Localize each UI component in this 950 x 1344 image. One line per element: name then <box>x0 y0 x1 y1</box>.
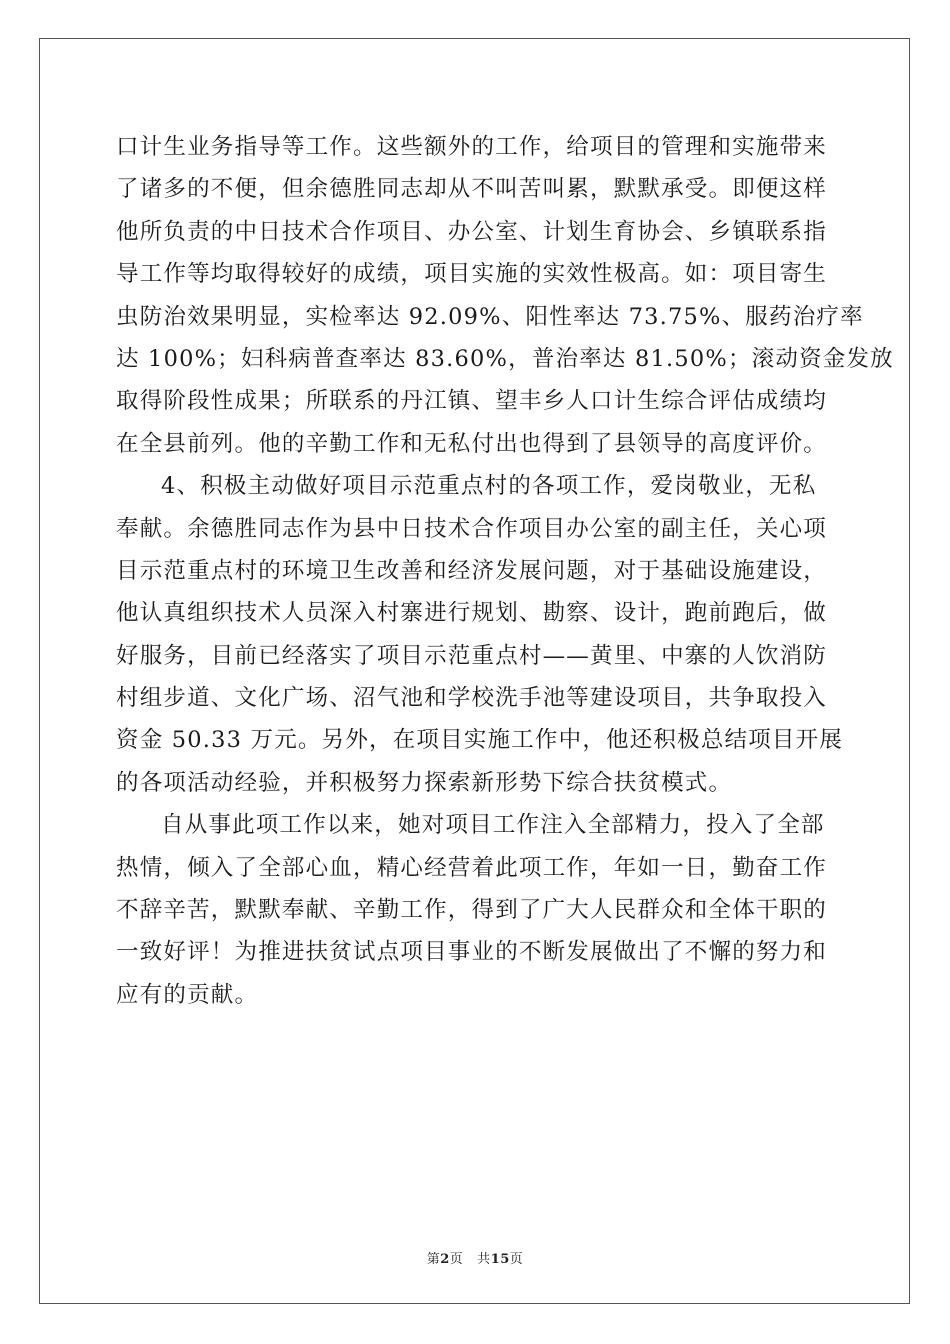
text-line: 奉献。余德胜同志作为县中日技术合作项目办公室的副主任，关心项 <box>116 515 828 542</box>
text-line: 自从事此项工作以来，她对项目工作注入全部精力，投入了全部 <box>161 812 825 839</box>
page-footer <box>0 1248 950 1267</box>
text-line: 4、积极主动做好项目示范重点村的各项工作，爱岗敬业，无私 <box>161 473 817 500</box>
page-suffix: 页 <box>449 1252 464 1267</box>
total-pages: 15 <box>490 1252 510 1267</box>
text-line: 在全县前列。他的辛勤工作和无私付出也得到了县领导的高度评价。 <box>116 430 828 457</box>
text-line: 口计生业务指导等工作。这些额外的工作，给项目的管理和实施带来 <box>116 134 828 160</box>
text-line: 资金 50.33 万元。另外，在项目实施工作中，他还积极总结项目开展 <box>116 727 844 754</box>
text-line: 取得阶段性成果；所联系的丹江镇、望丰乡人口计生综合评估成绩均 <box>116 388 828 415</box>
text-line: 不辞辛苦，默默奉献、辛勤工作，得到了广大人民群众和全体干职的 <box>116 897 828 924</box>
text-line: 他所负责的中日技术合作项目、办公室、计划生育协会、乡镇联系指 <box>116 218 828 245</box>
text-line: 村组步道、文化广场、沼气池和学校洗手池等建设项目，共争取投入 <box>116 685 828 712</box>
total-suffix: 页 <box>509 1252 524 1267</box>
text-line: 好服务，目前已经落实了项目示范重点村——黄里、中寨的人饮消防 <box>116 642 828 669</box>
text-line: 目示范重点村的环境卫生改善和经济发展问题，对于基础设施建设， <box>116 557 828 584</box>
text-line: 热情，倾入了全部心血，精心经营着此项工作，年如一日，勤奋工作 <box>116 854 828 881</box>
text-line: 的各项活动经验，并积极努力探索新形势下综合扶贫模式。 <box>116 769 733 796</box>
document-body <box>116 126 894 1016</box>
page-number: 2 <box>440 1252 450 1267</box>
total-prefix: 共 <box>477 1252 491 1267</box>
text-line: 他认真组织技术人员深入村寨进行规划、勘察、设计，跑前跑后，做 <box>116 600 828 627</box>
text-line: 达 100%；妇科病普查率达 83.60%，普治率达 81.50%；滚动资金发放 <box>116 345 894 372</box>
text-line: 虫防治效果明显，实检率达 92.09%、阳性率达 73.75%、服药治疗率 <box>116 303 864 330</box>
text-line: 应有的贡献。 <box>116 981 259 1008</box>
text-line: 导工作等均取得较好的成绩，项目实施的实效性极高。如：项目寄生 <box>116 261 828 288</box>
page-prefix: 第 <box>426 1252 441 1267</box>
text-line: 一致好评！为推进扶贫试点项目事业的不断发展做出了不懈的努力和 <box>116 939 828 966</box>
text-line: 了诸多的不便，但余德胜同志却从不叫苦叫累，默默承受。即便这样 <box>116 176 828 203</box>
